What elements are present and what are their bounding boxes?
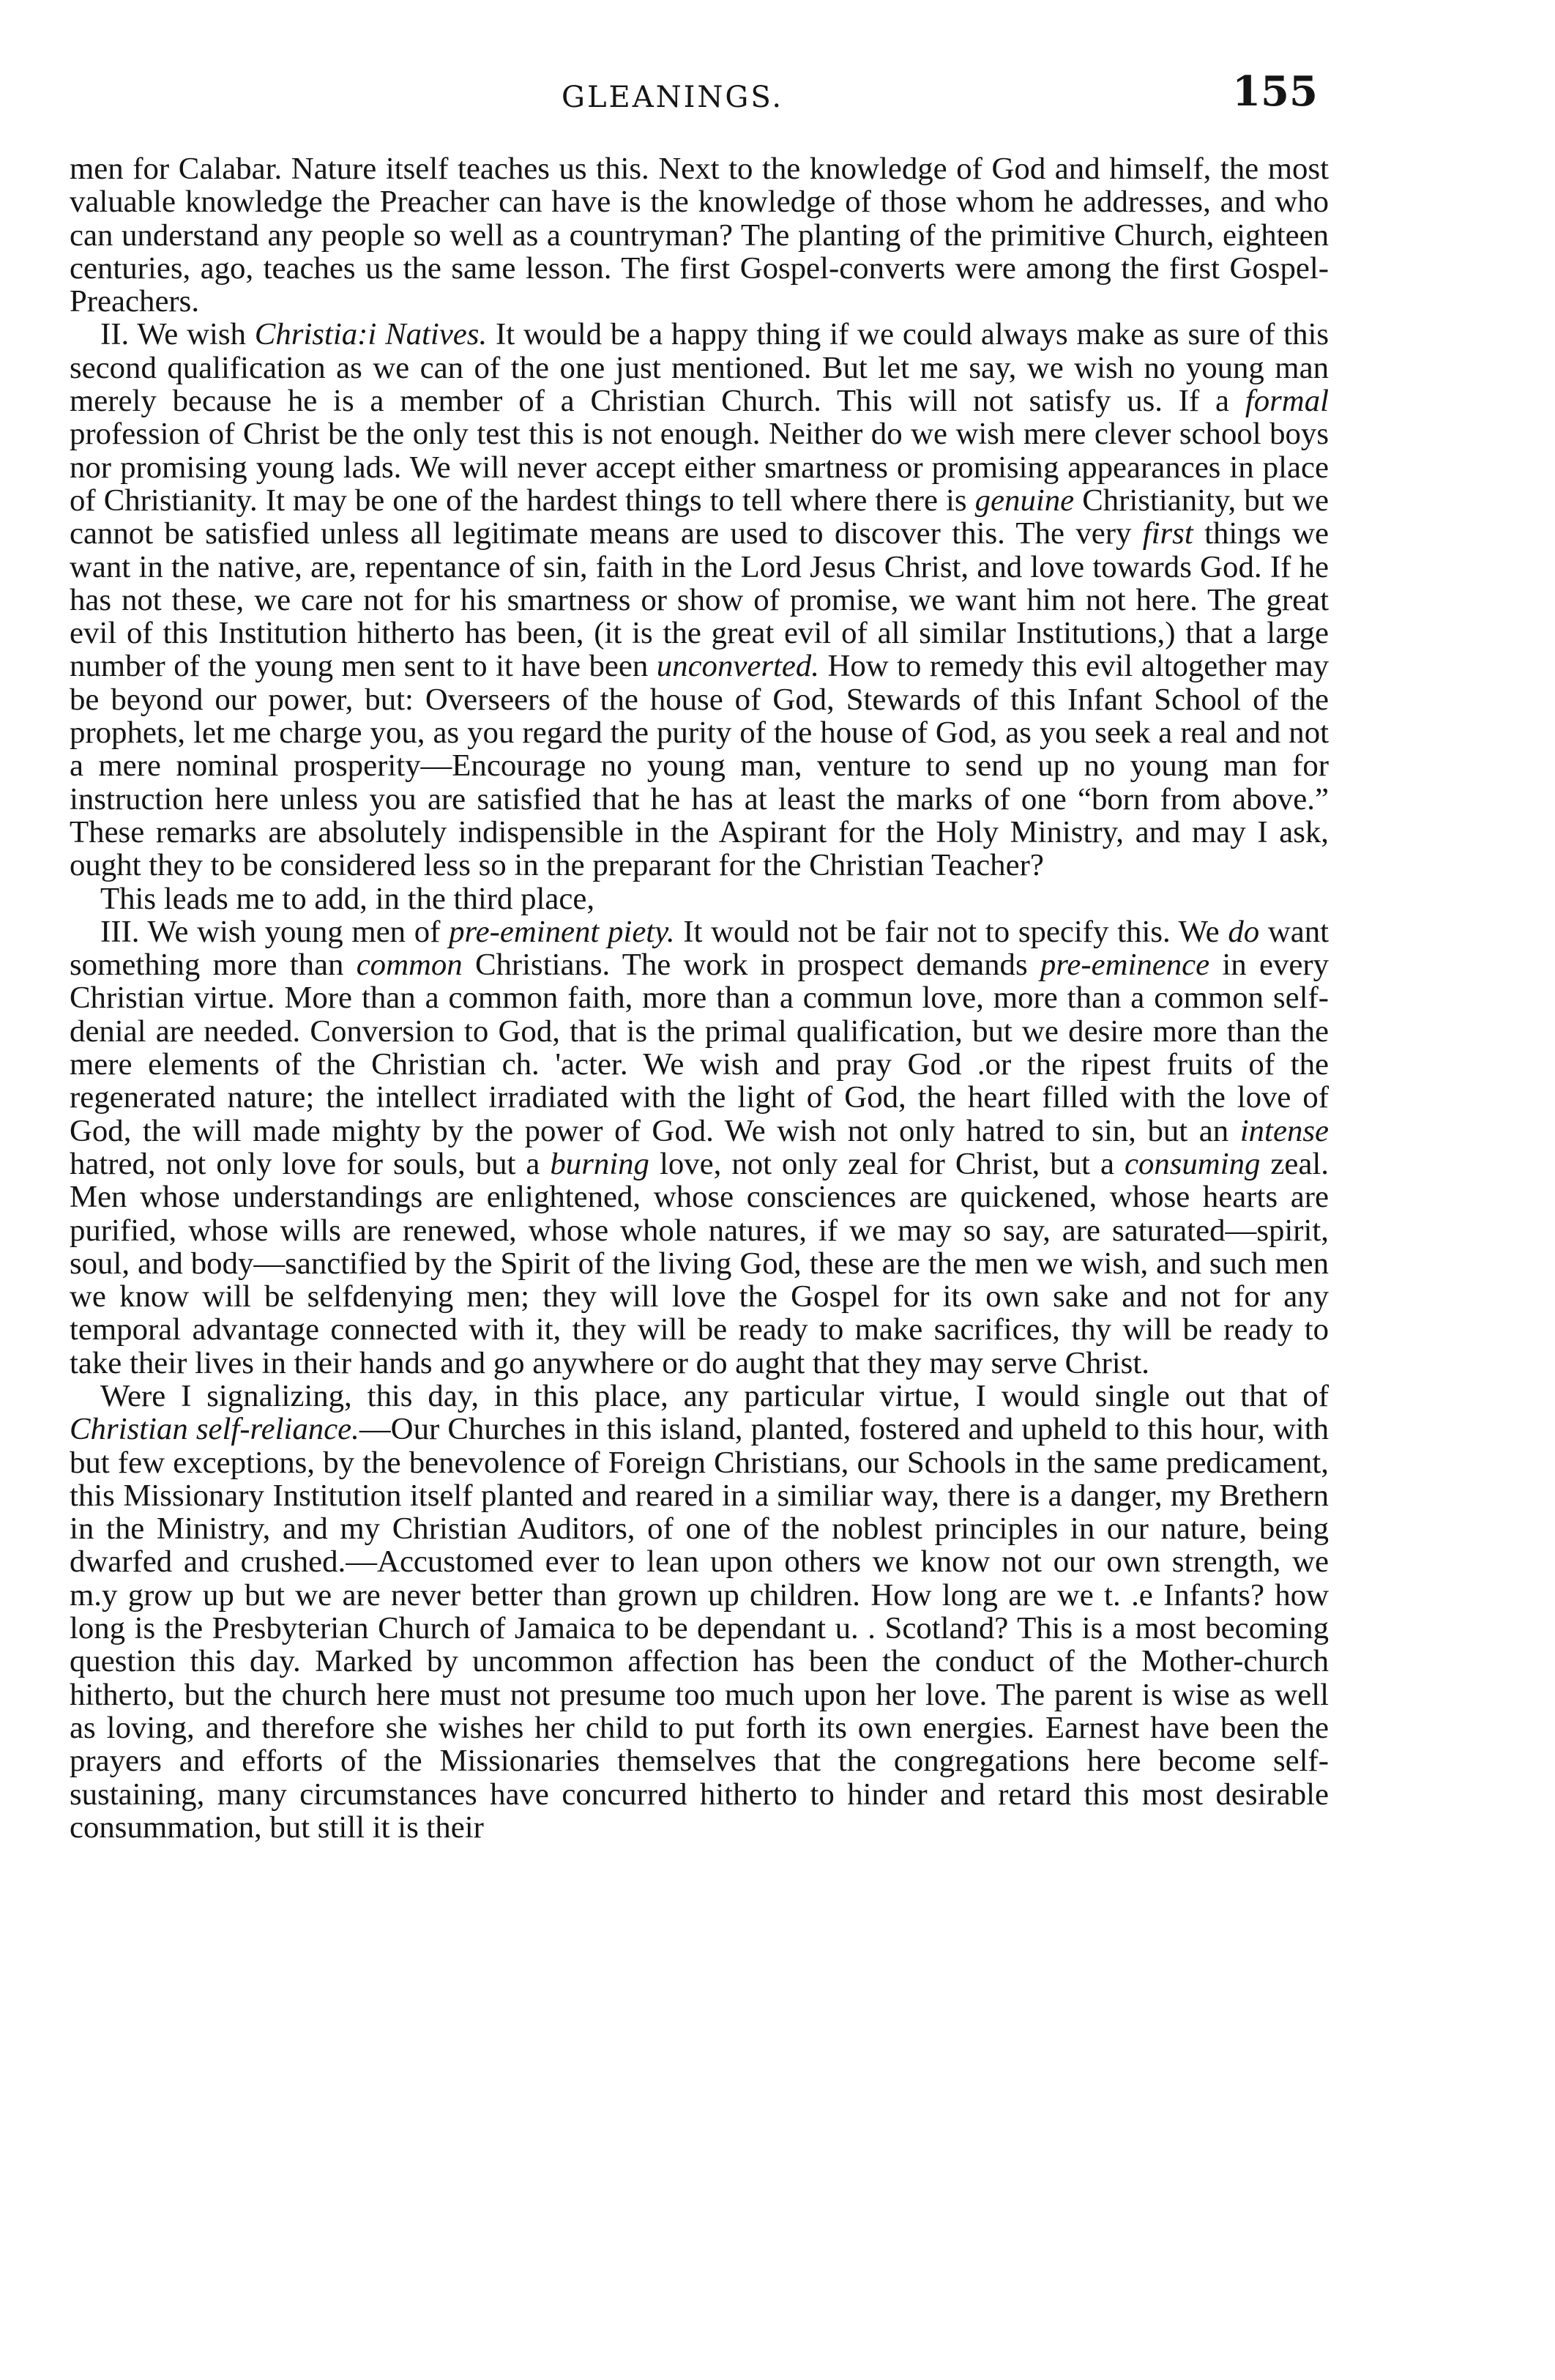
italic-phrase: Christia:i Natives.: [254, 317, 488, 352]
italic-phrase: common: [356, 948, 463, 983]
page-number: 155: [1232, 67, 1318, 116]
italic-phrase: Christian self-reliance.: [70, 1412, 359, 1447]
text-run: Were I signalizing, this day, in this place, any particular virtue, I would single out that of: [100, 1378, 1329, 1413]
italic-phrase: formal: [1245, 384, 1329, 419]
italic-phrase: unconverted.: [656, 649, 819, 684]
italic-phrase: do: [1228, 914, 1260, 949]
italic-phrase: intense: [1239, 1113, 1329, 1148]
text-run: It would not be fair not to specify this. We: [674, 914, 1228, 949]
text-run: in every Christian virtue. More than a common faith, more than a commun love, more than a common self-denial are needed. Conversion to God, that is the primal qualification, but we desire more than the mere elements of the Christian ch. 'acter. We wish and pray God .or the ripest fruits of the regenerated nature; the intellect irradiated with the light of God, the heart filled with the love of God, the will made mighty by the power of God. We wish not only hatred to sin, but an: [70, 948, 1329, 1148]
text-run: zeal. Men whose understandings are enlightened, whose consciences are quickened, whose hearts are purified, whose wills are renewed, whose whole natures, if we may so say, are saturated—spirit, soul, and body—sanctified by the Spirit of the living God, these are the men we wish, and such men we know will be selfdenying men; they will love the Gospel for its own sake and not for any temporal advantage connected with it, they will be ready to make sacrifices, thy will be ready to take their lives in their hands and go anywhere or do aught that they may serve Christ.: [70, 1146, 1329, 1380]
paragraph-christian-natives: [70, 318, 1329, 882]
text-run: II. We wish: [100, 317, 255, 352]
paragraph-calabar: men for Calabar. Nature itself teaches us this. Next to the knowledge of God and himself, the most valuable knowledge the Preacher can have is the knowledge of those whom he addresses, and who can understand any people so well as a countryman? The planting of the primitive Church, eighteen centuries, ago, teaches us the same lesson. The first Gospel-converts were among the first Gospel-Preachers.: [70, 152, 1329, 319]
text-run: love, not only zeal for Christ, but a: [649, 1146, 1125, 1181]
text-run: things we want in the native, are, repentance of sin, faith in the Lord Jesus Christ, and love towards God. If he has not these, we care not for his smartness or show of promise, we want him not here. The great evil of this Institution hitherto has been, (it is the great evil of all similar Institutions,) that a large number of the young men sent to it have been: [70, 516, 1329, 684]
italic-phrase: pre-eminence: [1040, 948, 1210, 983]
text-run: profession of Christ be the only test this is not enough. Neither do we wish mere clever school boys nor promising young lads. We will never accept either smartness or promising appearances in place of Christianity. It may be one of the hardest things to tell where there is: [70, 417, 1329, 518]
body-text: [70, 152, 1329, 1844]
text-run: Christians. The work in prospect demands: [462, 948, 1040, 983]
paragraph-pre-eminent-piety: [70, 915, 1329, 1380]
text-run: It would be a happy thing if we could always make as sure of this second qualification as we can of the one just mentioned. But let me say, we wish no young man merely because he is a member of a Christian Church. This will not satisfy us. If a: [70, 317, 1330, 419]
page-header: [70, 67, 1318, 133]
italic-phrase: genuine: [974, 483, 1075, 518]
italic-phrase: first: [1142, 516, 1193, 551]
text-run: How to remedy this evil altogether may be beyond our power, but: Overseers of the house of God, Stewards of this Infant School of the prophets, let me charge you, as you regard the purity of the house of God, as you seek a real and not a mere nominal prosperity—Encourage no young man, venture to send up no young man for instruction here unless you are satisfied that he has at least the marks of one “born from above.” These remarks are absolutely indispensible in the Aspirant for the Holy Ministry, and may I ask, ought they to be considered less so in the preparant for the Christian Teacher?: [70, 649, 1329, 883]
text-run: hatred, not only love for souls, but a: [70, 1146, 551, 1181]
paragraph-third-place: This leads me to add, in the third place,: [100, 881, 595, 916]
text-run: III. We wish young men of: [100, 914, 450, 949]
italic-phrase: consuming: [1124, 1146, 1261, 1181]
text-run: Christianity, but we cannot be satisfied unless all legitimate means are used to discover this. The very: [70, 483, 1329, 551]
running-title: GLEANINGS.: [562, 81, 784, 114]
italic-phrase: pre-eminent piety.: [449, 914, 675, 949]
italic-phrase: burning: [550, 1146, 649, 1181]
text-run: want something more than: [70, 914, 1330, 983]
paragraph-self-reliance: [70, 1380, 1329, 1844]
text-run: —Our Churches in this island, planted, fostered and upheld to this hour, with but few exceptions, by the benevolence of Foreign Christians, our Schools in the same predicament, this Missionary Institution itself planted and reared in a similiar way, there is a danger, my Brethern in the Ministry, and my Christian Auditors, of one of the noblest principles in our nature, being dwarfed and crushed.—Accustomed ever to lean upon others we know not our own strength, we m.y grow up but we are never better than grown up children. How long are we t. .e Infants? how long is the Presbyterian Church of Jamaica to be dependant u. . Scotland? This is a most becoming question this day. Marked by uncommon affection has been the conduct of the Mother-church hitherto, but the church here must not presume too much upon her love. The parent is wise as well as loving, and therefore she wishes her child to put forth its own energies. Earnest have been the prayers and efforts of the Missionaries themselves that the congregations here become self-sustaining, many circumstances have concurred hitherto to hinder and retard this most desirable consummation, but still it is their: [70, 1412, 1329, 1845]
